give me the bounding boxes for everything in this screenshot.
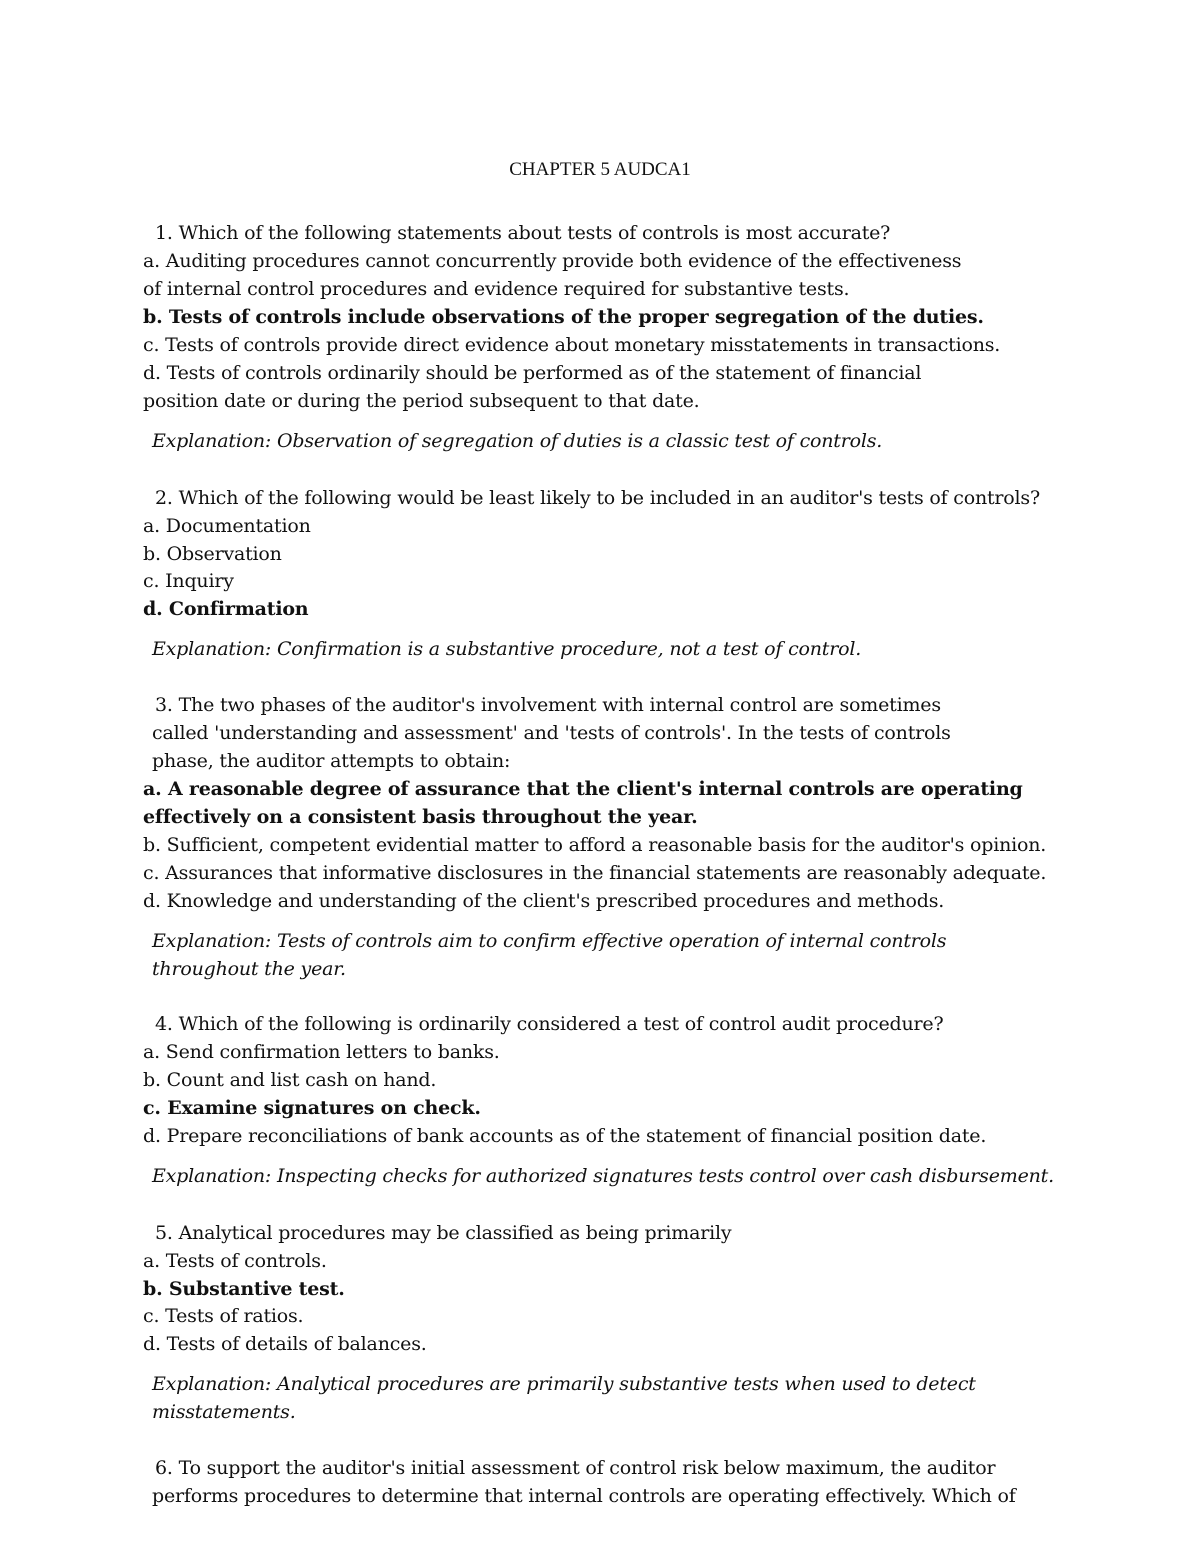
question-6-text: 6. To support the auditor's initial assessment of control risk below maximum, the auditor — [155, 1457, 996, 1479]
question-3-text: 3. The two phases of the auditor's involvement with internal control are sometimes — [155, 694, 941, 716]
question-3-option-d: d. Knowledge and understanding of the client's prescribed procedures and methods. — [143, 890, 945, 912]
question-6-text-cont: performs procedures to determine that internal controls are operating effectively. Which of — [152, 1485, 1016, 1507]
question-2-explanation: Explanation: Confirmation is a substantive procedure, not a test of control. — [152, 638, 862, 660]
question-5-text: 5. Analytical procedures may be classified as being primarily — [155, 1222, 732, 1244]
question-2-option-d-answer: d. Confirmation — [143, 598, 309, 620]
question-3-option-c: c. Assurances that informative disclosures in the financial statements are reasonably adequate. — [143, 862, 1047, 884]
question-1-option-a-cont: of internal control procedures and evidence required for substantive tests. — [143, 278, 850, 300]
question-5-option-b-answer: b. Substantive test. — [143, 1278, 345, 1300]
question-3-option-a-answer-cont: effectively on a consistent basis throughout the year. — [143, 806, 698, 828]
question-2-option-c: c. Inquiry — [143, 570, 234, 592]
question-3-text-cont-2: phase, the auditor attempts to obtain: — [152, 750, 511, 772]
question-5-option-d: d. Tests of details of balances. — [143, 1333, 427, 1355]
question-3-option-b: b. Sufficient, competent evidential matter to afford a reasonable basis for the auditor's opinion. — [143, 834, 1047, 856]
page-title: CHAPTER 5 AUDCA1 — [509, 159, 691, 180]
question-4-explanation: Explanation: Inspecting checks for authorized signatures tests control over cash disbursement. — [152, 1165, 1054, 1187]
question-5-explanation-cont: misstatements. — [152, 1401, 296, 1423]
question-4-option-d: d. Prepare reconciliations of bank accounts as of the statement of financial position date. — [143, 1125, 987, 1147]
question-1-option-d-cont: position date or during the period subsequent to that date. — [143, 390, 700, 412]
question-1-text: 1. Which of the following statements about tests of controls is most accurate? — [155, 222, 891, 244]
question-3-explanation-cont: throughout the year. — [152, 958, 346, 980]
question-1-option-a: a. Auditing procedures cannot concurrently provide both evidence of the effectiveness — [143, 250, 962, 272]
question-5-explanation: Explanation: Analytical procedures are primarily substantive tests when used to detect — [152, 1373, 976, 1395]
question-5-option-c: c. Tests of ratios. — [143, 1305, 304, 1327]
question-1-option-d: d. Tests of controls ordinarily should be performed as of the statement of financial — [143, 362, 922, 384]
question-1-option-c: c. Tests of controls provide direct evidence about monetary misstatements in transactions. — [143, 334, 1001, 356]
question-5-option-a: a. Tests of controls. — [143, 1250, 327, 1272]
question-1-option-b-answer: b. Tests of controls include observations of the proper segregation of the duties. — [143, 306, 984, 328]
question-4-option-b: b. Count and list cash on hand. — [143, 1069, 437, 1091]
question-4-option-c-answer: c. Examine signatures on check. — [143, 1097, 481, 1119]
question-3-option-a-answer: a. A reasonable degree of assurance that the client's internal controls are operating — [143, 778, 1023, 800]
question-2-text: 2. Which of the following would be least likely to be included in an auditor's tests of controls? — [155, 487, 1040, 509]
question-2-option-a: a. Documentation — [143, 515, 311, 537]
question-4-text: 4. Which of the following is ordinarily considered a test of control audit procedure? — [155, 1013, 944, 1035]
question-4-option-a: a. Send confirmation letters to banks. — [143, 1041, 500, 1063]
question-3-text-cont-1: called 'understanding and assessment' and 'tests of controls'. In the tests of controls — [152, 722, 951, 744]
question-1-explanation: Explanation: Observation of segregation of duties is a classic test of controls. — [152, 430, 883, 452]
question-3-explanation: Explanation: Tests of controls aim to confirm effective operation of internal controls — [152, 930, 947, 952]
question-2-option-b: b. Observation — [143, 543, 282, 565]
